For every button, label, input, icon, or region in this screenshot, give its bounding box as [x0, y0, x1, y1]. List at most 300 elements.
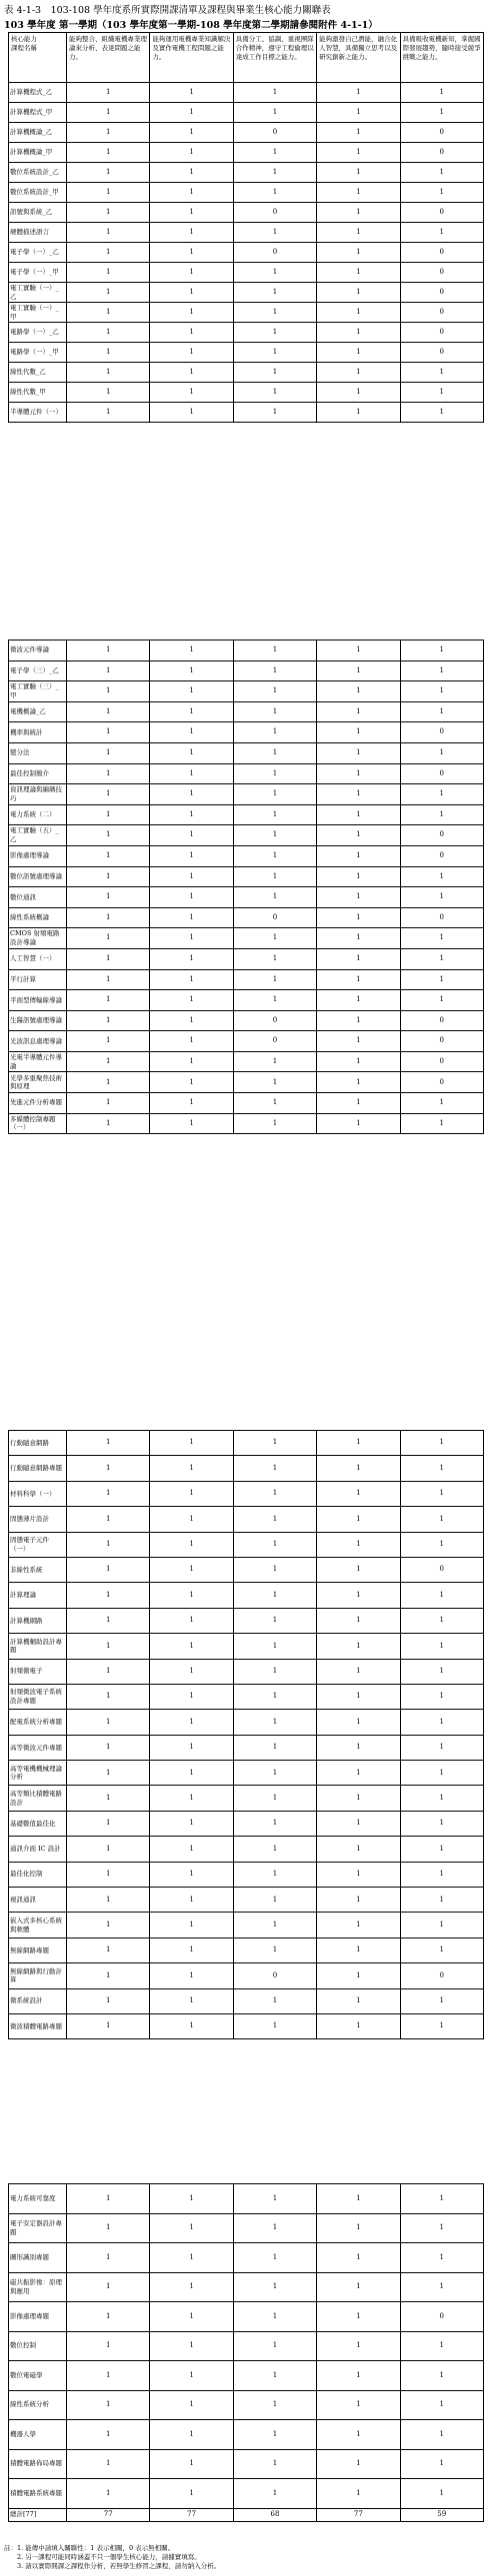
competency-value-cell: 1 [150, 681, 233, 702]
competency-value-cell: 1 [317, 1583, 400, 1608]
competency-value-cell: 1 [233, 1786, 316, 1811]
table-row [9, 1031, 484, 1052]
competency-value-cell: 1 [67, 1557, 150, 1582]
table-row [9, 103, 484, 123]
competency-value-cell: 1 [233, 1072, 316, 1093]
table-row [9, 825, 484, 846]
course-name-cell: 材料科學（一） [9, 1481, 67, 1506]
competency-value-cell: 1 [400, 1837, 483, 1862]
competency-value-cell: 1 [317, 1113, 400, 1134]
competency-value-cell: 0 [400, 1031, 483, 1052]
competency-value-cell: 1 [67, 1608, 150, 1633]
competency-value-cell: 1 [233, 928, 316, 949]
competency-value-cell: 1 [150, 701, 233, 722]
course-name-cell: 計算機網路 [9, 1608, 67, 1633]
competency-value-cell: 1 [400, 1761, 483, 1786]
table-row [9, 1072, 484, 1093]
competency-value-cell: 1 [67, 343, 150, 363]
course-name-cell: 非線性系統 [9, 1557, 67, 1582]
course-name-cell: 積體電路佈局專題 [9, 2449, 67, 2479]
competency-value-cell: 0 [400, 303, 483, 323]
header-competency-5: 具備吸收電機新知，掌握國際發展趨勢，隨時接受競爭挑戰之能力。 [400, 33, 483, 83]
competency-value-cell: 1 [317, 123, 400, 143]
competency-value-cell: 1 [150, 1988, 233, 2013]
competency-value-cell: 1 [67, 845, 150, 866]
competency-value-cell: 1 [150, 223, 233, 243]
competency-value-cell: 1 [317, 784, 400, 805]
course-name-cell: 平行計算 [9, 969, 67, 990]
competency-value-cell: 1 [233, 303, 316, 323]
competency-value-cell: 1 [317, 1888, 400, 1913]
course-name-cell: 硬體描述語言 [9, 223, 67, 243]
course-name-cell: 無線網路專題 [9, 1937, 67, 1962]
course-name-cell: 變分法 [9, 742, 67, 763]
competency-value-cell: 1 [400, 1431, 483, 1456]
competency-value-cell: 1 [150, 1532, 233, 1557]
competency-value-cell: 1 [67, 203, 150, 223]
competency-value-cell: 1 [233, 1456, 316, 1481]
course-name-cell: 電機概論_乙 [9, 701, 67, 722]
competency-value-cell: 1 [317, 701, 400, 722]
competency-value-cell: 1 [67, 1051, 150, 1072]
competency-value-cell: 1 [400, 1684, 483, 1709]
competency-value-cell: 1 [150, 1010, 233, 1031]
competency-value-cell: 1 [317, 990, 400, 1011]
competency-value-cell: 0 [400, 1963, 483, 1988]
competency-value-cell: 1 [67, 1456, 150, 1481]
competency-value-cell: 1 [317, 323, 400, 343]
competency-value-cell: 1 [400, 1811, 483, 1836]
competency-value-cell: 1 [317, 343, 400, 363]
competency-value-cell: 1 [400, 2213, 483, 2243]
competency-value-cell: 1 [400, 1113, 483, 1134]
competency-value-cell: 1 [233, 1608, 316, 1633]
competency-value-cell: 1 [400, 163, 483, 183]
competency-value-cell: 1 [67, 907, 150, 928]
competency-value-cell: 1 [233, 1888, 316, 1913]
competency-value-cell: 0 [233, 907, 316, 928]
table-row [9, 1456, 484, 1481]
competency-value-cell: 0 [400, 263, 483, 283]
competency-value-cell: 1 [67, 1532, 150, 1557]
competency-value-cell: 1 [150, 2390, 233, 2420]
course-name-cell: 磁共振影像：原理與應用 [9, 2272, 67, 2302]
competency-value-cell: 1 [150, 1072, 233, 1093]
competency-value-cell: 1 [150, 2243, 233, 2273]
table-row [9, 1481, 484, 1506]
competency-value-cell: 1 [67, 825, 150, 846]
competency-value-cell: 1 [317, 263, 400, 283]
competency-value-cell: 1 [67, 2420, 150, 2450]
table-row [9, 1507, 484, 1532]
competency-value-cell: 1 [67, 701, 150, 722]
competency-value-cell: 1 [67, 1431, 150, 1456]
competency-value-cell: 1 [150, 2331, 233, 2361]
table-row [9, 2449, 484, 2479]
competency-value-cell: 1 [150, 203, 233, 223]
competency-value-cell: 1 [400, 866, 483, 887]
course-name-cell: 平面型傳輸線導論 [9, 990, 67, 1011]
competency-value-cell: 1 [317, 363, 400, 383]
header-row [9, 33, 484, 83]
competency-value-cell: 1 [150, 123, 233, 143]
course-name-cell: 計算機輔助設計專題 [9, 1634, 67, 1659]
competency-value-cell: 1 [317, 103, 400, 123]
competency-value-cell: 1 [150, 2479, 233, 2509]
table-row [9, 763, 484, 784]
competency-value-cell: 1 [67, 323, 150, 343]
competency-value-cell: 1 [150, 1456, 233, 1481]
competency-value-cell: 1 [67, 303, 150, 323]
competency-value-cell: 1 [150, 103, 233, 123]
competency-value-cell: 1 [150, 163, 233, 183]
competency-value-cell: 1 [233, 383, 316, 403]
page-title: 表 4-1-3 103-108 學年度系所實際開課清單及課程與畢業生核心能力關聯表 [4, 5, 331, 16]
header-competency-1: 能夠整合、組織電機專業理論來分析、表達問題之能力。 [67, 33, 150, 83]
competency-value-cell: 1 [233, 1710, 316, 1735]
competency-value-cell: 0 [400, 1051, 483, 1072]
competency-value-cell: 1 [233, 1862, 316, 1887]
competency-value-cell: 1 [317, 763, 400, 784]
competency-value-cell: 1 [317, 804, 400, 825]
competency-value-cell: 1 [317, 83, 400, 103]
competency-value-cell: 1 [317, 303, 400, 323]
competency-value-cell: 1 [67, 784, 150, 805]
competency-value-cell: 1 [67, 1862, 150, 1887]
header-course-name: 核心能力 課程名稱 [9, 33, 67, 83]
competency-value-cell: 1 [150, 323, 233, 343]
competency-value-cell: 0 [233, 123, 316, 143]
competency-value-cell: 1 [400, 742, 483, 763]
competency-value-cell: 1 [317, 2361, 400, 2391]
table-row [9, 866, 484, 887]
competency-value-cell: 1 [317, 1913, 400, 1937]
course-name-cell: 生醫訊號處理導論 [9, 1010, 67, 1031]
course-name-cell: 線性系統概論 [9, 907, 67, 928]
competency-value-cell: 1 [67, 2331, 150, 2361]
competency-value-cell: 0 [233, 1031, 316, 1052]
competency-value-cell: 1 [67, 1481, 150, 1506]
competency-value-cell: 1 [317, 2243, 400, 2273]
course-name-cell: 先進元件分析專題 [9, 1093, 67, 1114]
table-row [9, 243, 484, 263]
competency-value-cell: 1 [233, 2449, 316, 2479]
competency-value-cell: 1 [317, 383, 400, 403]
footnote-2: 2. 另一課程可能同時涵蓋不只一個學生核心能力，請據實填寫。 [4, 2553, 201, 2562]
competency-value-cell: 1 [400, 1532, 483, 1557]
competency-value-cell: 1 [233, 866, 316, 887]
competency-value-cell: 1 [150, 1093, 233, 1114]
competency-value-cell: 1 [233, 2213, 316, 2243]
table-row [9, 928, 484, 949]
competency-value-cell: 1 [150, 825, 233, 846]
competency-value-cell: 1 [150, 1481, 233, 1506]
competency-value-cell: 1 [150, 1659, 233, 1684]
competency-value-cell: 1 [400, 2272, 483, 2302]
table-row [9, 1786, 484, 1811]
competency-value-cell: 1 [233, 948, 316, 969]
competency-value-cell: 1 [150, 1031, 233, 1052]
competency-value-cell: 1 [233, 969, 316, 990]
competency-value-cell: 1 [150, 383, 233, 403]
competency-value-cell: 1 [233, 2302, 316, 2332]
competency-value-cell: 1 [233, 1583, 316, 1608]
course-name-cell: 微系統設計 [9, 1988, 67, 2013]
competency-value-cell: 1 [67, 681, 150, 702]
table-row [9, 660, 484, 681]
competency-value-cell: 1 [317, 1608, 400, 1633]
course-name-cell: 數位系統設計_乙 [9, 163, 67, 183]
course-name-cell: 電子學（一）_乙 [9, 243, 67, 263]
competency-value-cell: 1 [317, 2479, 400, 2509]
competency-value-cell: 1 [400, 928, 483, 949]
competency-value-cell: 1 [400, 701, 483, 722]
competency-value-cell: 1 [317, 1963, 400, 1988]
competency-value-cell: 1 [400, 969, 483, 990]
table-row [9, 2390, 484, 2420]
competency-value-cell: 1 [317, 2213, 400, 2243]
competency-value-cell: 1 [233, 2243, 316, 2273]
competency-value-cell: 1 [400, 641, 483, 661]
table-row [9, 203, 484, 223]
table-row [9, 1634, 484, 1659]
table-row [9, 2361, 484, 2391]
competency-value-cell: 1 [150, 2013, 233, 2038]
competency-value-cell: 1 [150, 907, 233, 928]
competency-value-cell: 1 [67, 641, 150, 661]
table-row [9, 1659, 484, 1684]
competency-value-cell: 1 [67, 948, 150, 969]
competency-value-cell: 1 [400, 223, 483, 243]
course-name-cell: 線性代數_甲 [9, 383, 67, 403]
course-name-cell: 行動隨意網路 [9, 1431, 67, 1456]
competency-value-cell: 1 [317, 2390, 400, 2420]
competency-value-cell: 1 [150, 1862, 233, 1887]
competency-value-cell: 1 [317, 2420, 400, 2450]
competency-value-cell: 1 [317, 1093, 400, 1114]
competency-value-cell: 1 [400, 1786, 483, 1811]
course-name-cell: 電路學（一）_乙 [9, 323, 67, 343]
competency-value-cell: 1 [400, 804, 483, 825]
competency-value-cell: 1 [150, 1963, 233, 1988]
competency-value-cell: 1 [233, 825, 316, 846]
table-row [9, 990, 484, 1011]
competency-value-cell: 1 [400, 2449, 483, 2479]
competency-value-cell: 1 [67, 1761, 150, 1786]
competency-value-cell: 1 [67, 383, 150, 403]
competency-value-cell: 1 [150, 887, 233, 908]
competency-value-cell: 1 [67, 263, 150, 283]
header-competency-3: 具備分工、協調、重視團隊合作精神，遵守工程倫理以達成工作目標之能力。 [233, 33, 316, 83]
competency-value-cell: 1 [67, 2243, 150, 2273]
competency-value-cell: 0 [400, 243, 483, 263]
competency-value-cell: 1 [317, 845, 400, 866]
competency-value-cell: 0 [400, 722, 483, 743]
competency-value-cell: 0 [233, 1963, 316, 1988]
table-row [9, 681, 484, 702]
table-row [9, 641, 484, 661]
table-row [9, 2184, 484, 2214]
competency-value-cell: 1 [317, 143, 400, 163]
competency-value-cell: 1 [400, 183, 483, 203]
competency-value-cell: 1 [150, 263, 233, 283]
course-name-cell: 電工實驗（一）_乙 [9, 283, 67, 303]
competency-value-cell: 1 [233, 103, 316, 123]
competency-value-cell: 1 [233, 763, 316, 784]
competency-value-cell: 1 [67, 804, 150, 825]
competency-value-cell: 1 [400, 1093, 483, 1114]
table-row [9, 1431, 484, 1456]
competency-value-cell: 1 [150, 660, 233, 681]
table-row [9, 1684, 484, 1709]
competency-value-cell: 1 [67, 183, 150, 203]
competency-value-cell: 0 [233, 243, 316, 263]
competency-value-cell: 1 [67, 1710, 150, 1735]
competency-value-cell: 1 [317, 1481, 400, 1506]
course-name-cell: 固態電子元件（一） [9, 1532, 67, 1557]
competency-value-cell: 1 [67, 1811, 150, 1836]
competency-value-cell: 1 [317, 203, 400, 223]
competency-value-cell: 1 [150, 804, 233, 825]
table-row [9, 1093, 484, 1114]
competency-value-cell: 1 [150, 83, 233, 103]
course-name-cell: 多媒體控制專題（一） [9, 1113, 67, 1134]
course-name-cell: 電子學（三）_乙 [9, 660, 67, 681]
competency-value-cell: 1 [233, 2361, 316, 2391]
competency-value-cell: 1 [317, 403, 400, 423]
competency-value-cell: 1 [150, 1608, 233, 1633]
table-row [9, 887, 484, 908]
competency-value-cell: 1 [150, 742, 233, 763]
table-row [9, 1913, 484, 1937]
competency-value-cell: 1 [317, 1659, 400, 1684]
table-row [9, 143, 484, 163]
competency-value-cell: 1 [317, 722, 400, 743]
competency-value-cell: 1 [317, 866, 400, 887]
competency-value-cell: 1 [317, 907, 400, 928]
competency-value-cell: 1 [317, 1431, 400, 1456]
competency-value-cell: 0 [400, 845, 483, 866]
course-name-cell: 高等微波元件專題 [9, 1735, 67, 1760]
competency-value-cell: 1 [317, 1988, 400, 2013]
table-row [9, 2331, 484, 2361]
competency-value-cell: 1 [233, 2184, 316, 2214]
table-row [9, 804, 484, 825]
competency-value-cell: 1 [67, 1093, 150, 1114]
course-name-cell: 光電半導體元件導論 [9, 1051, 67, 1072]
competency-value-cell: 1 [150, 243, 233, 263]
total-value: 77 [150, 2508, 233, 2521]
table-row [9, 1862, 484, 1887]
competency-value-cell: 1 [150, 1888, 233, 1913]
competency-value-cell: 1 [233, 1937, 316, 1962]
competency-value-cell: 1 [317, 928, 400, 949]
competency-value-cell: 1 [233, 1093, 316, 1114]
course-name-cell: 半導體元件（一） [9, 403, 67, 423]
competency-value-cell: 1 [317, 1761, 400, 1786]
competency-value-cell: 1 [67, 2390, 150, 2420]
course-name-cell: 計算理論 [9, 1583, 67, 1608]
total-value: 59 [400, 2508, 483, 2521]
competency-value-cell: 1 [317, 223, 400, 243]
course-name-cell: 數位訊號處理導論 [9, 866, 67, 887]
competency-value-cell: 1 [233, 83, 316, 103]
competency-value-cell: 1 [150, 845, 233, 866]
competency-value-cell: 1 [233, 2390, 316, 2420]
competency-value-cell: 1 [150, 2302, 233, 2332]
competency-value-cell: 1 [150, 1786, 233, 1811]
competency-value-cell: 1 [67, 928, 150, 949]
competency-value-cell: 1 [400, 990, 483, 1011]
competency-value-cell: 0 [400, 143, 483, 163]
competency-value-cell: 1 [400, 2479, 483, 2509]
competency-value-cell: 1 [400, 887, 483, 908]
table-row [9, 403, 484, 423]
table-row [9, 1010, 484, 1031]
course-name-cell: 計算機概論_乙 [9, 123, 67, 143]
table-row [9, 2420, 484, 2450]
competency-value-cell: 1 [150, 641, 233, 661]
table-row [9, 1735, 484, 1760]
competency-value-cell: 1 [67, 1988, 150, 2013]
competency-value-cell: 1 [400, 1481, 483, 1506]
competency-value-cell: 1 [67, 1010, 150, 1031]
table-row [9, 1888, 484, 1913]
competency-value-cell: 1 [67, 969, 150, 990]
competency-value-cell: 1 [150, 1937, 233, 1962]
competency-value-cell: 1 [150, 928, 233, 949]
competency-value-cell: 1 [67, 990, 150, 1011]
competency-value-cell: 1 [317, 1634, 400, 1659]
competency-value-cell: 1 [317, 1557, 400, 1582]
competency-value-cell: 0 [400, 907, 483, 928]
table-row [9, 1583, 484, 1608]
course-name-cell: 行動隨意網路專題 [9, 1456, 67, 1481]
competency-value-cell: 1 [67, 866, 150, 887]
competency-value-cell: 1 [400, 83, 483, 103]
competency-value-cell: 1 [233, 143, 316, 163]
competency-value-cell: 1 [317, 1031, 400, 1052]
course-name-cell: 電路學（一）_甲 [9, 343, 67, 363]
competency-value-cell: 1 [400, 103, 483, 123]
table-row [9, 383, 484, 403]
competency-value-cell: 1 [67, 1837, 150, 1862]
competency-value-cell: 1 [150, 2272, 233, 2302]
course-name-cell: 光學多重聚焦技術與原理 [9, 1072, 67, 1093]
competency-value-cell: 1 [400, 660, 483, 681]
competency-value-cell: 1 [233, 660, 316, 681]
competency-value-cell: 1 [233, 2420, 316, 2450]
competency-value-cell: 1 [150, 2420, 233, 2450]
competency-value-cell: 1 [150, 303, 233, 323]
course-name-cell: 嵌入式多核心系統與軟體 [9, 1913, 67, 1937]
table-row [9, 969, 484, 990]
competency-value-cell: 1 [150, 1051, 233, 1072]
competency-value-cell: 0 [400, 825, 483, 846]
competency-value-cell: 1 [317, 1010, 400, 1031]
competency-value-cell: 1 [67, 2272, 150, 2302]
competency-value-cell: 1 [233, 722, 316, 743]
course-name-cell: 線性系統分析 [9, 2390, 67, 2420]
competency-value-cell: 1 [400, 1659, 483, 1684]
competency-value-cell: 1 [317, 660, 400, 681]
competency-value-cell: 0 [400, 203, 483, 223]
competency-value-cell: 1 [233, 784, 316, 805]
competency-value-cell: 1 [150, 2213, 233, 2243]
table-row [9, 223, 484, 243]
competency-value-cell: 1 [233, 1634, 316, 1659]
competency-value-cell: 1 [67, 1072, 150, 1093]
